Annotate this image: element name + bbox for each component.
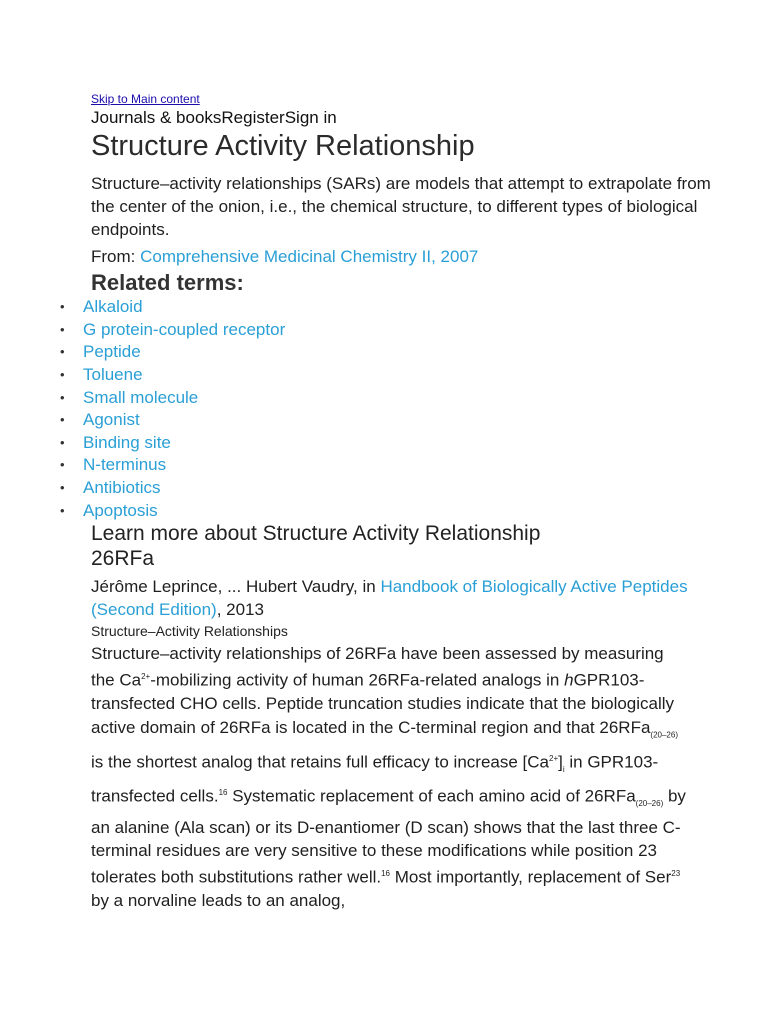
- subscript: (20–26): [650, 730, 678, 740]
- related-term-link[interactable]: Alkaloid: [83, 297, 143, 317]
- list-item: [60, 432, 285, 455]
- chapter-body-text: [91, 642, 691, 913]
- register-link[interactable]: Register: [221, 108, 285, 127]
- source-line: [91, 247, 478, 267]
- related-term-link[interactable]: Apoptosis: [83, 500, 158, 520]
- list-item: [60, 296, 285, 319]
- related-term-link[interactable]: Binding site: [83, 432, 171, 452]
- superscript: 2+: [141, 672, 151, 682]
- list-item: [60, 386, 285, 409]
- body-text-part: -mobilizing activity of human 26RFa-related analogs in: [150, 671, 565, 691]
- book-link[interactable]: Handbook of Biologically Active Peptides (Second Edition): [91, 577, 688, 619]
- subscript: (20–26): [635, 799, 664, 809]
- page-title: Structure Activity Relationship: [91, 130, 475, 162]
- chapter-authors: Jérôme Leprince, ... Hubert Vaudry, in: [91, 577, 381, 596]
- reference-link[interactable]: 16: [381, 869, 391, 879]
- body-text-part: by a norvaline leads to an analog,: [91, 891, 346, 911]
- subscript: i: [562, 764, 565, 774]
- bullet-icon: •: [60, 457, 65, 473]
- source-link[interactable]: Comprehensive Medicinal Chemistry II, 2007: [140, 247, 479, 266]
- related-term-link[interactable]: G protein-coupled receptor: [83, 319, 286, 339]
- body-text-part: Systematic replacement of each amino acid of 26RFa: [227, 786, 636, 806]
- body-text-part: in GPR103-transfected cells.: [91, 752, 659, 806]
- source-prefix: From:: [91, 247, 141, 266]
- superscript: 2+: [549, 753, 559, 763]
- related-terms-list: [60, 296, 285, 522]
- journals-books-link[interactable]: Journals & books: [91, 108, 222, 127]
- list-item: [60, 409, 285, 432]
- body-text-part: by an alanine (Ala scan) or its D-enantiomer (D scan) shows that the last three C-terminal residues are very sensitive to these modifications while position 23 tolerates both substitutions rather well.: [91, 786, 686, 888]
- bullet-icon: •: [60, 321, 65, 337]
- skip-to-main-link[interactable]: Skip to Main content: [91, 92, 200, 106]
- bullet-icon: •: [60, 367, 65, 383]
- bullet-icon: •: [60, 434, 65, 450]
- italic-text: h: [564, 671, 574, 691]
- bullet-icon: •: [60, 412, 65, 428]
- list-item: [60, 499, 285, 522]
- chapter-year: , 2013: [216, 600, 264, 619]
- body-text-part: GPR103-transfected CHO cells. Peptide truncation studies indicate that the biologically active domain of 26RFa is located in the C-terminal region and that 26RFa: [91, 671, 675, 737]
- related-term-link[interactable]: Toluene: [83, 365, 143, 385]
- intro-text: Structure–activity relationships (SARs) are models that attempt to extrapolate from the center of the onion, i.e., the chemical structure, to different types of biological endpoints.: [91, 174, 711, 239]
- related-term-link[interactable]: Small molecule: [83, 387, 199, 407]
- related-term-link[interactable]: Agonist: [83, 410, 140, 430]
- superscript: 23: [671, 869, 681, 879]
- bullet-icon: •: [60, 344, 65, 360]
- chapter-title[interactable]: 26RFa: [91, 547, 155, 570]
- section-heading: Structure–Activity Relationships: [91, 623, 288, 639]
- bullet-icon: •: [60, 480, 65, 496]
- bullet-icon: •: [60, 389, 65, 405]
- body-text-part: Structure–activity relationships of 26RFa have been assessed by measuring the Ca: [91, 644, 664, 691]
- bullet-icon: •: [60, 299, 65, 315]
- top-nav: [91, 108, 337, 128]
- bullet-icon: •: [60, 502, 65, 518]
- list-item: [60, 454, 285, 477]
- list-item: [60, 341, 285, 364]
- chapter-citation: [91, 575, 711, 621]
- learn-more-heading[interactable]: Learn more about Structure Activity Relationship: [91, 522, 541, 545]
- sign-in-link[interactable]: Sign in: [284, 108, 337, 127]
- reference-link[interactable]: 16: [218, 788, 228, 798]
- list-item: [60, 319, 285, 342]
- related-term-link[interactable]: N-terminus: [83, 455, 167, 475]
- list-item: [60, 477, 285, 500]
- body-text-part: is the shortest analog that retains full efficacy to increase [Ca: [91, 752, 549, 772]
- related-term-link[interactable]: Antibiotics: [83, 478, 161, 498]
- list-item: [60, 364, 285, 387]
- related-terms-heading: Related terms:: [91, 270, 244, 295]
- body-text-part: ]: [558, 752, 563, 772]
- body-text-part: Most importantly, replacement of Ser: [390, 868, 672, 888]
- related-term-link[interactable]: Peptide: [83, 342, 141, 362]
